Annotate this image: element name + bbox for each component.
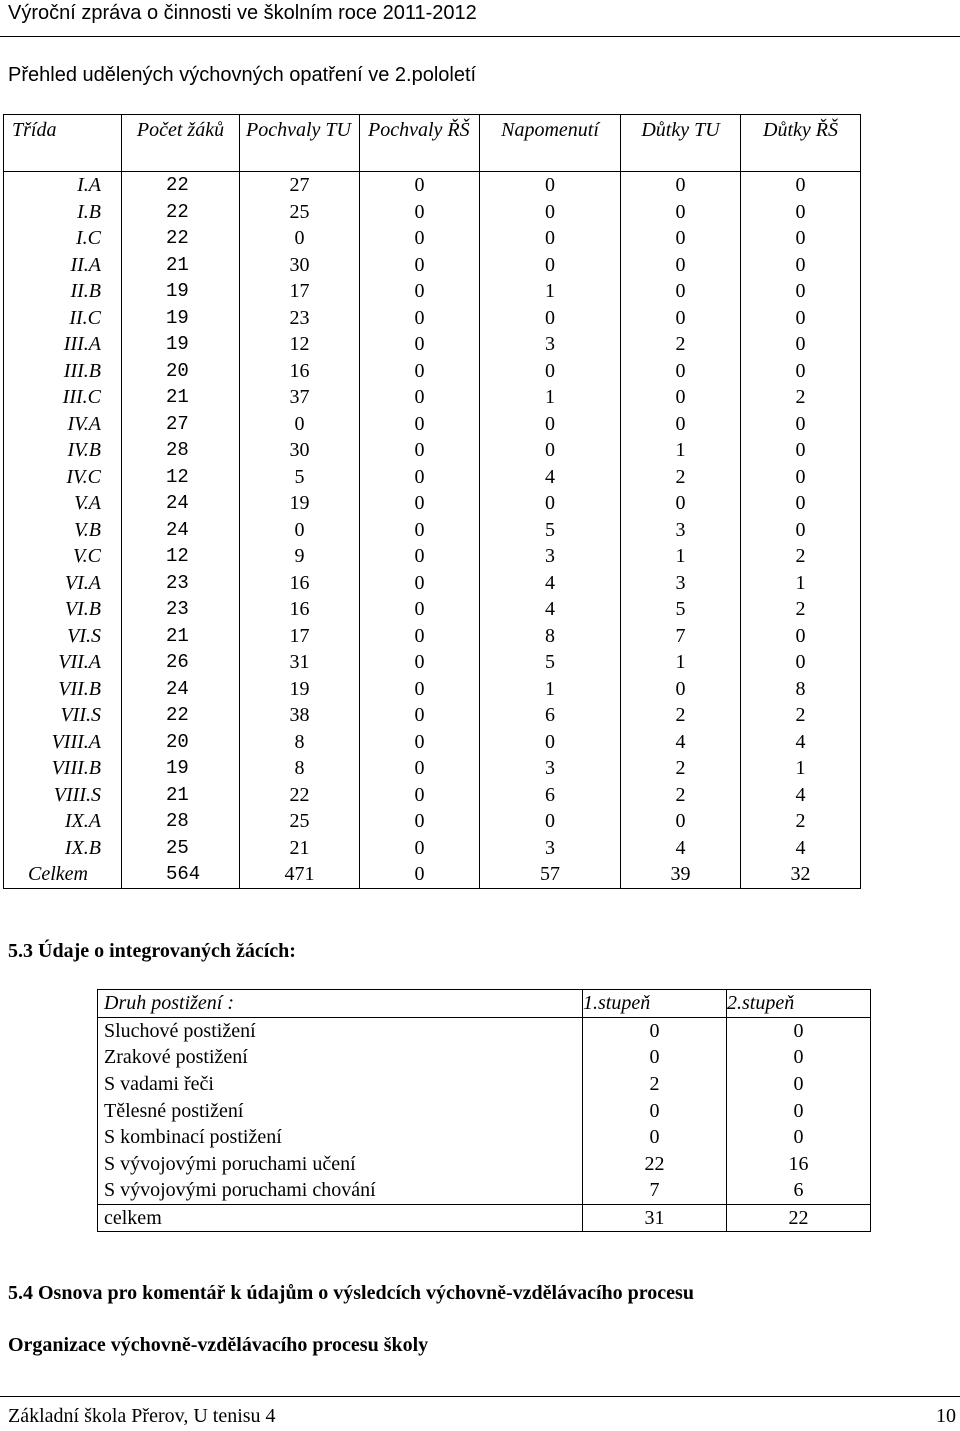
table-row <box>4 517 861 544</box>
pupil-count-cell: 24 <box>122 490 240 517</box>
value-cell: 4 <box>480 464 621 491</box>
table-total-row <box>4 861 861 888</box>
value-cell: 0 <box>480 252 621 279</box>
table-row <box>4 782 861 809</box>
value-cell: 16 <box>240 570 360 597</box>
column-header: Pochvaly ŘŠ <box>360 115 480 172</box>
value-cell: 1 <box>480 384 621 411</box>
column-header: 2.stupeň <box>727 990 871 1018</box>
value-cell: 0 <box>480 411 621 438</box>
value-cell: 21 <box>240 835 360 862</box>
value-cell: 1 <box>741 570 861 597</box>
table-row <box>4 172 861 199</box>
value-cell: 3 <box>621 570 741 597</box>
value-cell: 0 <box>727 1017 871 1044</box>
value-cell: 0 <box>360 252 480 279</box>
value-cell: 31 <box>240 649 360 676</box>
class-cell: VIII.S <box>4 782 122 809</box>
value-cell: 8 <box>480 623 621 650</box>
value-cell: 16 <box>727 1151 871 1178</box>
pupil-count-cell: 28 <box>122 437 240 464</box>
value-cell: 0 <box>621 384 741 411</box>
value-cell: 16 <box>240 358 360 385</box>
pupil-count-cell: 21 <box>122 623 240 650</box>
disability-type-cell: Tělesné postižení <box>98 1097 583 1124</box>
value-cell: 7 <box>583 1177 727 1204</box>
value-cell: 0 <box>360 358 480 385</box>
value-cell: 22 <box>240 782 360 809</box>
value-cell: 0 <box>360 490 480 517</box>
value-cell: 0 <box>360 331 480 358</box>
value-cell: 0 <box>240 411 360 438</box>
value-cell: 0 <box>621 808 741 835</box>
pupil-count-cell: 24 <box>122 517 240 544</box>
value-cell: 39 <box>621 861 741 888</box>
pupil-count-cell: 22 <box>122 172 240 199</box>
value-cell: 0 <box>360 649 480 676</box>
table-header-row <box>98 990 871 1018</box>
value-cell: 38 <box>240 702 360 729</box>
value-cell: 8 <box>240 755 360 782</box>
value-cell: 0 <box>621 252 741 279</box>
value-cell: 6 <box>480 702 621 729</box>
class-cell: II.C <box>4 305 122 332</box>
value-cell: 0 <box>583 1124 727 1151</box>
value-cell: 0 <box>360 570 480 597</box>
class-cell: III.A <box>4 331 122 358</box>
table-row <box>4 676 861 703</box>
pupil-count-cell: 21 <box>122 782 240 809</box>
value-cell: 0 <box>360 676 480 703</box>
pupil-count-cell: 20 <box>122 729 240 756</box>
value-cell: 0 <box>741 172 861 199</box>
column-header: 1.stupeň <box>583 990 727 1018</box>
table-row <box>4 278 861 305</box>
value-cell: 0 <box>360 729 480 756</box>
table-row <box>4 729 861 756</box>
value-cell: 22 <box>727 1204 871 1232</box>
table-row <box>4 252 861 279</box>
pupil-count-cell: 19 <box>122 331 240 358</box>
value-cell: 0 <box>360 411 480 438</box>
value-cell: 2 <box>741 596 861 623</box>
value-cell: 2 <box>741 384 861 411</box>
table-row <box>4 808 861 835</box>
value-cell: 0 <box>727 1044 871 1071</box>
pupil-count-cell: 19 <box>122 755 240 782</box>
class-cell: Celkem <box>4 861 122 888</box>
class-cell: VII.S <box>4 702 122 729</box>
value-cell: 0 <box>240 225 360 252</box>
class-cell: I.C <box>4 225 122 252</box>
table-total-row <box>98 1204 871 1232</box>
value-cell: 17 <box>240 623 360 650</box>
value-cell: 1 <box>480 278 621 305</box>
class-cell: VI.S <box>4 623 122 650</box>
pupil-count-cell: 19 <box>122 305 240 332</box>
value-cell: 0 <box>480 172 621 199</box>
disability-type-cell: Zrakové postižení <box>98 1044 583 1071</box>
class-cell: II.A <box>4 252 122 279</box>
value-cell: 0 <box>741 517 861 544</box>
value-cell: 471 <box>240 861 360 888</box>
value-cell: 0 <box>360 808 480 835</box>
disability-type-cell: S vývojovými poruchami učení <box>98 1151 583 1178</box>
column-header: Pochvaly TU <box>240 115 360 172</box>
value-cell: 0 <box>621 172 741 199</box>
value-cell: 0 <box>360 623 480 650</box>
value-cell: 0 <box>621 358 741 385</box>
value-cell: 4 <box>621 729 741 756</box>
pupil-count-cell: 27 <box>122 411 240 438</box>
value-cell: 0 <box>480 225 621 252</box>
value-cell: 0 <box>621 225 741 252</box>
value-cell: 0 <box>480 305 621 332</box>
value-cell: 0 <box>583 1017 727 1044</box>
class-cell: VI.A <box>4 570 122 597</box>
table-row <box>4 358 861 385</box>
value-cell: 7 <box>621 623 741 650</box>
pupil-count-cell: 12 <box>122 543 240 570</box>
pupil-count-cell: 28 <box>122 808 240 835</box>
value-cell: 0 <box>360 199 480 226</box>
value-cell: 0 <box>240 517 360 544</box>
discipline-table <box>3 114 861 889</box>
section-heading-integrated-pupils: 5.3 Údaje o integrovaných žácích: <box>8 940 296 962</box>
page-number: 10 <box>936 1405 956 1427</box>
value-cell: 0 <box>741 623 861 650</box>
value-cell: 0 <box>621 676 741 703</box>
class-cell: II.B <box>4 278 122 305</box>
table-row <box>4 835 861 862</box>
value-cell: 0 <box>741 252 861 279</box>
class-cell: I.A <box>4 172 122 199</box>
class-cell: IX.A <box>4 808 122 835</box>
class-cell: V.C <box>4 543 122 570</box>
table-row <box>4 437 861 464</box>
table-row <box>98 1044 871 1071</box>
footer-school-name: Základní škola Přerov, U tenisu 4 <box>8 1405 276 1427</box>
value-cell: 0 <box>727 1097 871 1124</box>
value-cell: 4 <box>741 835 861 862</box>
value-cell: 0 <box>360 755 480 782</box>
table-row <box>4 331 861 358</box>
pupil-count-cell: 21 <box>122 252 240 279</box>
column-header: Třída <box>4 115 122 172</box>
value-cell: 1 <box>621 649 741 676</box>
value-cell: 32 <box>741 861 861 888</box>
value-cell: 25 <box>240 199 360 226</box>
class-cell: IV.C <box>4 464 122 491</box>
value-cell: 0 <box>480 729 621 756</box>
table-row <box>4 702 861 729</box>
value-cell: 31 <box>583 1204 727 1232</box>
table-row <box>4 305 861 332</box>
value-cell: 3 <box>480 755 621 782</box>
value-cell: 6 <box>727 1177 871 1204</box>
value-cell: 0 <box>741 490 861 517</box>
class-cell: I.B <box>4 199 122 226</box>
value-cell: 0 <box>360 596 480 623</box>
integrated-pupils-table <box>97 989 871 1232</box>
value-cell: 0 <box>621 411 741 438</box>
value-cell: 2 <box>621 702 741 729</box>
value-cell: 3 <box>480 331 621 358</box>
value-cell: 2 <box>583 1071 727 1098</box>
table-row <box>4 411 861 438</box>
value-cell: 2 <box>741 808 861 835</box>
disability-type-cell: S vadami řeči <box>98 1071 583 1098</box>
value-cell: 9 <box>240 543 360 570</box>
value-cell: 0 <box>741 649 861 676</box>
class-cell: IV.A <box>4 411 122 438</box>
value-cell: 0 <box>741 411 861 438</box>
value-cell: 0 <box>360 305 480 332</box>
value-cell: 30 <box>240 252 360 279</box>
value-cell: 2 <box>741 702 861 729</box>
pupil-count-cell: 19 <box>122 278 240 305</box>
value-cell: 0 <box>741 225 861 252</box>
value-cell: 25 <box>240 808 360 835</box>
footer-divider <box>0 1396 960 1397</box>
table-row <box>4 384 861 411</box>
table-row <box>98 1097 871 1124</box>
value-cell: 5 <box>480 649 621 676</box>
value-cell: 0 <box>360 172 480 199</box>
value-cell: 0 <box>741 358 861 385</box>
value-cell: 12 <box>240 331 360 358</box>
value-cell: 5 <box>480 517 621 544</box>
class-cell: IX.B <box>4 835 122 862</box>
table-caption: Přehled udělených výchovných opatření ve 2.pololetí <box>8 64 477 86</box>
value-cell: 19 <box>240 490 360 517</box>
class-cell: VIII.A <box>4 729 122 756</box>
table-row <box>4 755 861 782</box>
value-cell: 2 <box>621 464 741 491</box>
value-cell: 0 <box>741 437 861 464</box>
table-row <box>4 490 861 517</box>
class-cell: VII.B <box>4 676 122 703</box>
table-header-row <box>4 115 861 172</box>
value-cell: 3 <box>480 835 621 862</box>
class-cell: V.A <box>4 490 122 517</box>
value-cell: 0 <box>741 199 861 226</box>
value-cell: 0 <box>741 331 861 358</box>
value-cell: 4 <box>741 782 861 809</box>
value-cell: 0 <box>360 835 480 862</box>
pupil-count-cell: 12 <box>122 464 240 491</box>
value-cell: 57 <box>480 861 621 888</box>
value-cell: 8 <box>741 676 861 703</box>
value-cell: 0 <box>741 305 861 332</box>
page-header-title: Výroční zpráva o činnosti ve školním roce 2011-2012 <box>8 2 477 24</box>
column-header: Důtky ŘŠ <box>741 115 861 172</box>
table-row <box>98 1124 871 1151</box>
table-row <box>98 1071 871 1098</box>
class-cell: VIII.B <box>4 755 122 782</box>
disability-type-cell: S kombinací postižení <box>98 1124 583 1151</box>
value-cell: 8 <box>240 729 360 756</box>
class-cell: IV.B <box>4 437 122 464</box>
pupil-count-cell: 23 <box>122 596 240 623</box>
value-cell: 4 <box>480 596 621 623</box>
value-cell: 2 <box>621 755 741 782</box>
table-row <box>98 1177 871 1204</box>
value-cell: 0 <box>583 1097 727 1124</box>
value-cell: 2 <box>621 782 741 809</box>
value-cell: 2 <box>741 543 861 570</box>
value-cell: 0 <box>360 517 480 544</box>
class-cell: V.B <box>4 517 122 544</box>
pupil-count-cell: 22 <box>122 702 240 729</box>
column-header: Počet žáků <box>122 115 240 172</box>
value-cell: 2 <box>621 331 741 358</box>
value-cell: 16 <box>240 596 360 623</box>
value-cell: 6 <box>480 782 621 809</box>
class-cell: III.B <box>4 358 122 385</box>
value-cell: 1 <box>741 755 861 782</box>
value-cell: 1 <box>621 437 741 464</box>
table-row <box>4 623 861 650</box>
value-cell: 0 <box>621 278 741 305</box>
pupil-count-cell: 23 <box>122 570 240 597</box>
value-cell: 0 <box>480 358 621 385</box>
table-row <box>4 199 861 226</box>
pupil-count-cell: 26 <box>122 649 240 676</box>
value-cell: 0 <box>360 384 480 411</box>
value-cell: 0 <box>360 464 480 491</box>
section-heading-organization: Organizace výchovně-vzdělávacího procesu školy <box>8 1334 429 1356</box>
header-divider <box>0 36 960 37</box>
table-row <box>4 464 861 491</box>
pupil-count-cell: 25 <box>122 835 240 862</box>
value-cell: 30 <box>240 437 360 464</box>
table-row <box>98 1151 871 1178</box>
pupil-count-cell: 24 <box>122 676 240 703</box>
column-header: Napomenutí <box>480 115 621 172</box>
value-cell: 17 <box>240 278 360 305</box>
disability-type-cell: S vývojovými poruchami chování <box>98 1177 583 1204</box>
value-cell: 0 <box>360 861 480 888</box>
value-cell: 23 <box>240 305 360 332</box>
pupil-count-cell: 22 <box>122 225 240 252</box>
table-row <box>4 225 861 252</box>
value-cell: 37 <box>240 384 360 411</box>
value-cell: 0 <box>621 199 741 226</box>
pupil-count-cell: 564 <box>122 861 240 888</box>
value-cell: 3 <box>480 543 621 570</box>
value-cell: 0 <box>360 702 480 729</box>
value-cell: 0 <box>360 543 480 570</box>
table-row <box>98 1017 871 1044</box>
value-cell: 0 <box>741 464 861 491</box>
value-cell: 1 <box>621 543 741 570</box>
class-cell: VI.B <box>4 596 122 623</box>
table-row <box>4 543 861 570</box>
value-cell: 5 <box>621 596 741 623</box>
pupil-count-cell: 22 <box>122 199 240 226</box>
value-cell: 0 <box>360 278 480 305</box>
table-row <box>4 570 861 597</box>
pupil-count-cell: 20 <box>122 358 240 385</box>
value-cell: 0 <box>360 225 480 252</box>
value-cell: 0 <box>480 808 621 835</box>
value-cell: 5 <box>240 464 360 491</box>
value-cell: 0 <box>480 199 621 226</box>
value-cell: 0 <box>480 490 621 517</box>
value-cell: 27 <box>240 172 360 199</box>
value-cell: 0 <box>360 782 480 809</box>
disability-type-cell: celkem <box>98 1204 583 1232</box>
value-cell: 0 <box>360 437 480 464</box>
table-row <box>4 596 861 623</box>
column-header: Druh postižení : <box>98 990 583 1018</box>
class-cell: VII.A <box>4 649 122 676</box>
value-cell: 0 <box>727 1071 871 1098</box>
value-cell: 4 <box>621 835 741 862</box>
value-cell: 0 <box>741 278 861 305</box>
value-cell: 4 <box>741 729 861 756</box>
section-heading-outline: 5.4 Osnova pro komentář k údajům o výsledcích výchovně-vzdělávacího procesu <box>8 1282 694 1304</box>
value-cell: 3 <box>621 517 741 544</box>
column-header: Důtky TU <box>621 115 741 172</box>
pupil-count-cell: 21 <box>122 384 240 411</box>
value-cell: 22 <box>583 1151 727 1178</box>
value-cell: 1 <box>480 676 621 703</box>
value-cell: 0 <box>621 305 741 332</box>
value-cell: 0 <box>583 1044 727 1071</box>
class-cell: III.C <box>4 384 122 411</box>
value-cell: 4 <box>480 570 621 597</box>
disability-type-cell: Sluchové postižení <box>98 1017 583 1044</box>
value-cell: 0 <box>621 490 741 517</box>
value-cell: 0 <box>727 1124 871 1151</box>
value-cell: 19 <box>240 676 360 703</box>
value-cell: 0 <box>480 437 621 464</box>
table-row <box>4 649 861 676</box>
